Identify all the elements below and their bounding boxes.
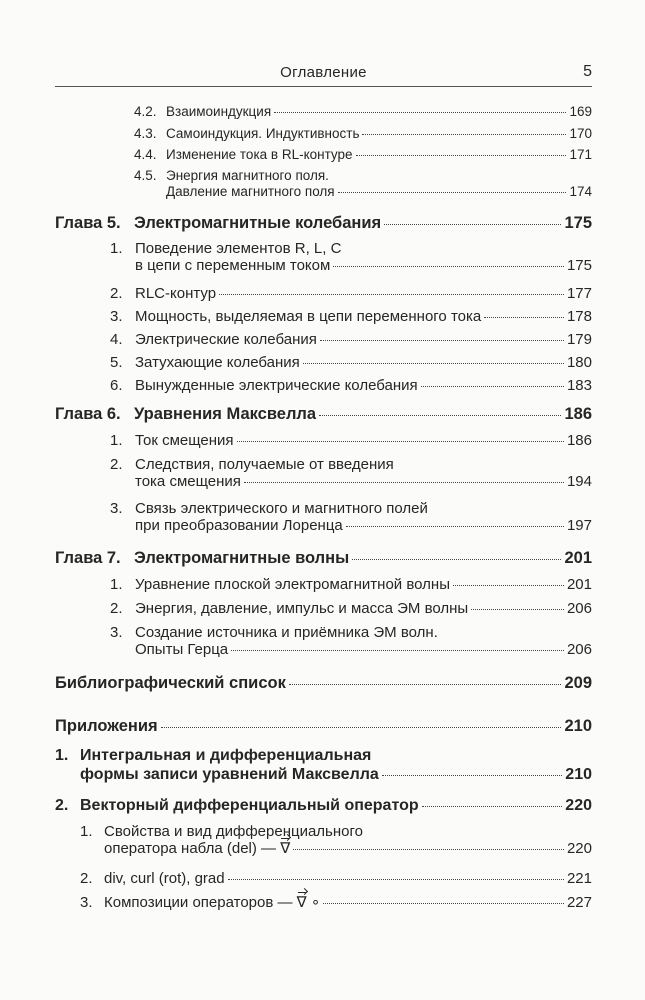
entry-title: Затухающие колебания [135,354,300,371]
toc-entry[interactable] [134,168,592,199]
entry-title: тока смещения [135,473,241,491]
toc-bibliography[interactable] [55,674,592,693]
entry-number: 3. [80,894,93,911]
dot-leader [237,441,564,442]
dot-leader [382,775,563,776]
dot-leader [274,112,566,113]
entry-title: Самоиндукция. Индуктивность [166,126,360,141]
chapter-page: 201 [564,549,592,567]
entry-number: 2. [110,456,123,473]
header-page-number: 5 [583,63,592,80]
toc-entry[interactable] [110,432,592,449]
entry-number: 2. [80,870,93,887]
entry-page: 183 [566,377,592,394]
entry-page: 197 [566,517,592,535]
dot-leader [352,559,561,560]
entry-page: 178 [566,308,592,325]
entry-page: 179 [566,331,592,348]
appendices-title: Приложения [55,717,158,735]
dot-leader [161,727,562,728]
nabla-vector-symbol: ∇ [280,840,291,858]
chapter-title: Уравнения Максвелла [134,405,317,423]
chapter-page: 186 [564,405,592,423]
entry-title: Давление магнитного поля [166,183,335,199]
toc-appendices[interactable] [55,717,592,736]
entry-number: 4.3. [134,126,157,141]
entry-number: 4. [110,331,123,348]
toc-entry[interactable] [110,240,592,275]
entry-page: 174 [569,183,592,199]
toc-entry[interactable] [110,308,592,325]
entry-title-line: Энергия магнитного поля. [166,168,329,183]
entry-title: Изменение тока в RL-контуре [166,147,353,162]
bibliography-page: 209 [564,674,592,692]
entry-title [104,840,290,857]
toc-entry[interactable] [80,870,592,887]
entry-page: 180 [566,354,592,371]
dot-leader [484,317,564,318]
dot-leader [384,224,561,225]
toc-entry[interactable] [110,377,592,394]
entry-page: 201 [566,576,592,593]
appendix-page: 210 [565,765,592,783]
toc-entry[interactable] [110,576,592,593]
entry-title [104,894,320,911]
dot-leader [453,585,564,586]
chapter-page: 175 [564,214,592,232]
toc-entry[interactable] [110,285,592,302]
entry-page: 171 [569,147,592,162]
entry-page: 177 [566,285,592,302]
entry-title: Энергия, давление, импульс и масса ЭМ волны [135,600,469,617]
entry-title-line: Следствия, получаемые от введения [135,456,394,473]
chapter-number: Глава 5. [55,214,121,232]
entry-number: 3. [110,624,123,641]
chapter-number: Глава 6. [55,405,121,423]
toc-entry[interactable] [134,104,592,120]
entry-title: Опыты Герца [135,641,229,659]
appendix-page: 220 [565,797,592,814]
dot-leader [289,684,562,685]
dot-leader [244,482,564,483]
entry-title: в цепи с переменным током [135,257,331,275]
entry-number: 1. [80,823,93,840]
entry-title: RLC-контур [135,285,217,302]
entry-number: 6. [110,377,123,394]
entry-number: 2. [110,600,123,617]
entry-page: 175 [566,257,592,275]
toc-appendix[interactable] [55,747,592,784]
entry-title-line: Поведение элементов R, L, C [135,240,342,257]
appendices-page: 210 [564,717,592,735]
chapter-number: Глава 7. [55,549,121,567]
dot-leader [471,609,564,610]
toc-entry[interactable] [134,126,592,142]
entry-title: Мощность, выделяемая в цепи переменного тока [135,308,482,325]
chapter-title: Электромагнитные волны [134,549,350,567]
entry-page: 220 [566,840,592,858]
dot-leader [219,294,564,295]
entry-page: 170 [569,126,592,141]
entry-title-line: Создание источника и приёмника ЭМ волн. [135,624,438,641]
entry-number: 1. [110,576,123,593]
dot-leader [303,363,564,364]
dot-leader [338,192,567,193]
entry-page: 221 [566,870,592,887]
toc-entry[interactable] [80,894,592,911]
entry-title: div, curl (rot), grad [104,870,225,887]
entry-title: Уравнение плоской электромагнитной волны [135,576,450,593]
entry-number: 5. [110,354,123,371]
appendix-title-line: Интегральная и дифференциальная [80,747,372,764]
toc-appendix[interactable] [55,797,592,816]
toc-entry[interactable] [134,147,592,163]
toc-entry[interactable] [110,456,592,491]
dot-leader [346,526,564,527]
composition-symbol: ∘ [306,894,321,911]
appendix-number: 2. [55,797,69,814]
entry-number: 3. [110,308,123,325]
dot-leader [422,806,563,807]
toc-entry[interactable] [110,331,592,348]
toc-entry[interactable] [110,354,592,371]
entry-title: Вынужденные электрические колебания [135,377,418,394]
toc-entry[interactable] [110,500,592,535]
entry-title: Взаимоиндукция [166,104,272,119]
dot-leader [231,650,564,651]
header-title: Оглавление [280,64,367,81]
entry-page: 227 [566,894,592,911]
entry-number: 4.5. [134,168,157,183]
appendix-number: 1. [55,747,69,764]
nabla-vector-symbol: ∇ [296,894,307,911]
entry-page: 206 [566,641,592,659]
entry-title-text: Композиции операторов — [104,894,293,911]
entry-number: 1. [110,240,123,257]
dot-leader [228,879,564,880]
dot-leader [356,155,567,156]
toc-entry[interactable] [80,823,592,858]
toc-chapter[interactable] [55,405,592,424]
toc-entry[interactable] [110,600,592,617]
entry-page: 206 [566,600,592,617]
entry-number: 4.2. [134,104,157,119]
entry-title: Электрические колебания [135,331,317,348]
entry-page: 169 [569,104,592,119]
entry-title-line: Связь электрического и магнитного полей [135,500,428,517]
dot-leader [323,903,564,904]
entry-page: 194 [566,473,592,491]
bibliography-title: Библиографический список [55,674,286,692]
dot-leader [320,340,564,341]
entry-page: 186 [566,432,592,449]
toc-chapter[interactable] [55,549,592,568]
entry-number: 3. [110,500,123,517]
dot-leader [421,386,564,387]
entry-title: Ток смещения [135,432,234,449]
toc-chapter[interactable] [55,214,592,233]
entry-number: 4.4. [134,147,157,162]
entry-number: 2. [110,285,123,302]
entry-title: при преобразовании Лоренца [135,517,343,535]
dot-leader [362,134,566,135]
dot-leader [293,849,564,850]
dot-leader [333,266,564,267]
chapter-title: Электромагнитные колебания [134,214,382,232]
entry-title-line: Свойства и вид дифференциального [104,823,363,840]
appendix-title: формы записи уравнений Максвелла [80,765,379,783]
entry-title-text: оператора набла (del) — [104,840,277,858]
appendix-title: Векторный дифференциальный оператор [80,797,419,814]
entry-number: 1. [110,432,123,449]
toc-entry[interactable] [110,624,592,659]
dot-leader [319,415,561,416]
